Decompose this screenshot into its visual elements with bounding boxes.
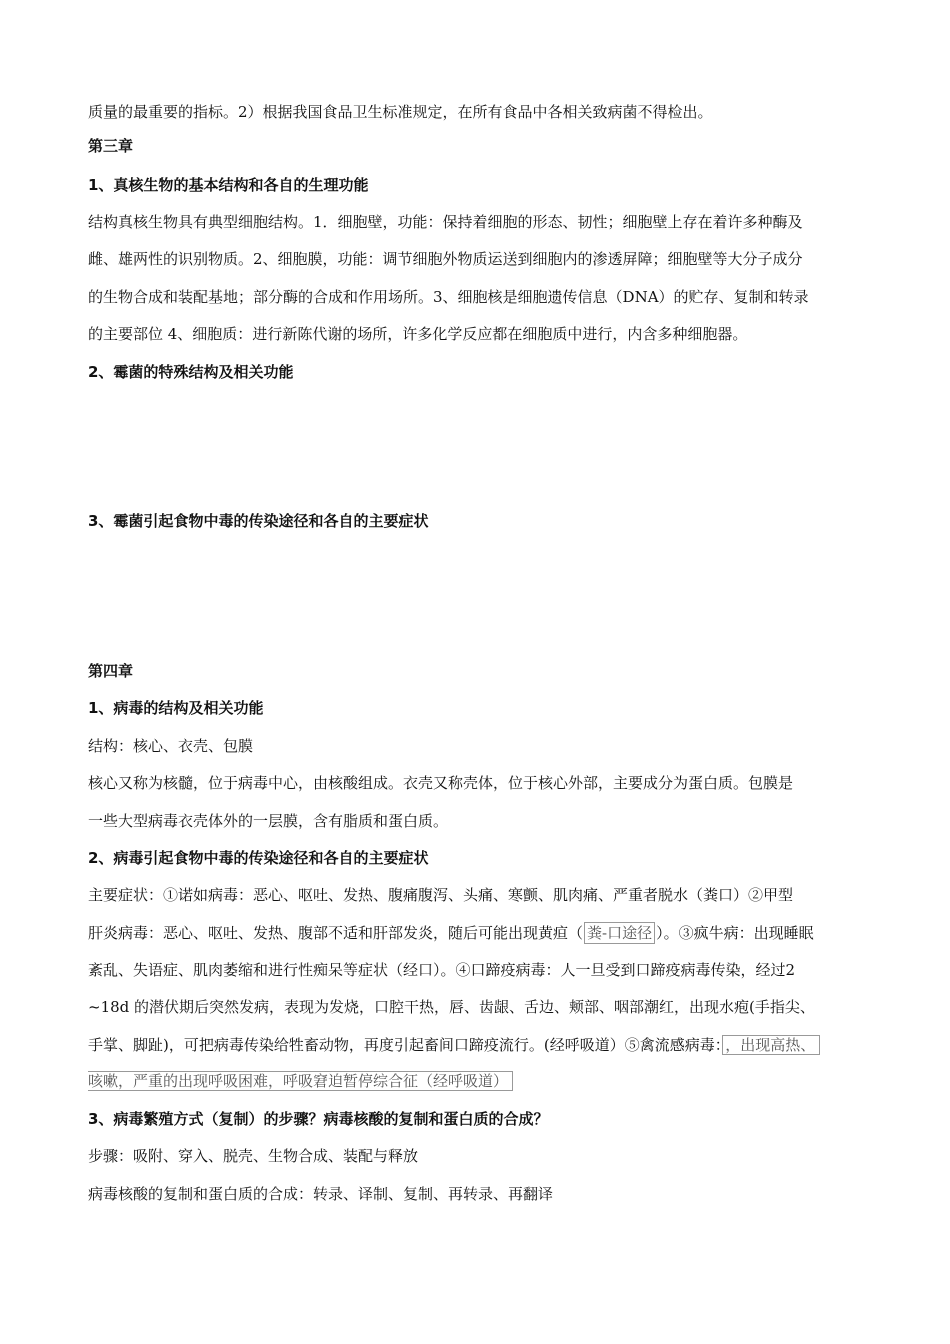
section-heading: 2、霉菌的特殊结构及相关功能 — [88, 363, 294, 381]
paragraph-line — [88, 1071, 513, 1091]
chapter-4-title: 第四章 — [88, 662, 134, 680]
paragraph-line: 结构真核生物具有典型细胞结构。1．细胞壁，功能：保持着细胞的形态、韧性；细胞壁上存在着许多种酶及 — [88, 213, 803, 231]
text-span: 肝炎病毒：恶心、呕吐、发热、腹部不适和肝部发炎，随后可能出现黄疸（ — [88, 924, 584, 942]
annotation-box: ，出现高热、 — [722, 1035, 820, 1055]
section-heading: 2、病毒引起食物中毒的传染途径和各自的主要症状 — [88, 849, 429, 867]
paragraph-line: 结构：核心、衣壳、包膜 — [88, 737, 254, 755]
paragraph-line: 主要症状：①诺如病毒：恶心、呕吐、发热、腹痛腹泻、头痛、寒颤、肌肉痛、严重者脱水（粪口）②甲型 — [88, 886, 794, 904]
section-heading: 3、病毒繁殖方式（复制）的步骤？病毒核酸的复制和蛋白质的合成？ — [88, 1110, 549, 1128]
paragraph-line: 的主要部位 4、细胞质：进行新陈代谢的场所，许多化学反应都在细胞质中进行，内含多种细胞器。 — [88, 325, 748, 343]
paragraph-line: ~18d 的潜伏期后突然发病，表现为发烧，口腔干热，唇、齿龈、舌边、颊部、咽部潮红，出现水疱(手指尖、 — [88, 998, 815, 1016]
paragraph-line: 紊乱、失语症、肌肉萎缩和进行性痴呆等症状（经口）。④口蹄疫病毒：人一旦受到口蹄疫病毒传染，经过2 — [88, 961, 796, 979]
paragraph-line — [88, 922, 814, 944]
text-span: ）。③疯牛病：出现睡眠 — [656, 924, 814, 942]
paragraph-line: 核心又称为核髓，位于病毒中心，由核酸组成。衣壳又称壳体，位于核心外部，主要成分为蛋白质。包膜是 — [88, 774, 794, 792]
paragraph-line: 雌、雄两性的识别物质。2、细胞膜，功能：调节细胞外物质运送到细胞内的渗透屏障；细胞壁等大分子成分 — [88, 250, 803, 268]
chapter-3-title: 第三章 — [88, 137, 134, 155]
paragraph-line: 的生物合成和装配基地；部分酶的合成和作用场所。3、细胞核是细胞遗传信息（DNA）的贮存、复制和转录 — [88, 288, 809, 306]
paragraph-line — [88, 1035, 820, 1055]
paragraph-line: 质量的最重要的指标。2）根据我国食品卫生标准规定，在所有食品中各相关致病菌不得检出。 — [88, 103, 713, 121]
annotation-box: 粪-口途径 — [584, 922, 655, 944]
annotation-box: 咳嗽，严重的出现呼吸困难，呼吸窘迫暂停综合征（经呼吸道） — [88, 1071, 513, 1091]
paragraph-line: 步骤：吸附、穿入、脱壳、生物合成、装配与释放 — [88, 1147, 419, 1165]
paragraph-line: 一些大型病毒衣壳体外的一层膜，含有脂质和蛋白质。 — [88, 812, 449, 830]
section-heading: 3、霉菌引起食物中毒的传染途径和各自的主要症状 — [88, 512, 429, 530]
text-span: 手掌、脚趾)，可把病毒传染给牲畜动物，再度引起畜间口蹄疫流行。(经呼吸道）⑤禽流感病毒： — [88, 1036, 723, 1054]
paragraph-line: 病毒核酸的复制和蛋白质的合成：转录、译制、复制、再转录、再翻译 — [88, 1185, 554, 1203]
section-heading: 1、真核生物的基本结构和各自的生理功能 — [88, 176, 369, 194]
section-heading: 1、病毒的结构及相关功能 — [88, 699, 264, 717]
